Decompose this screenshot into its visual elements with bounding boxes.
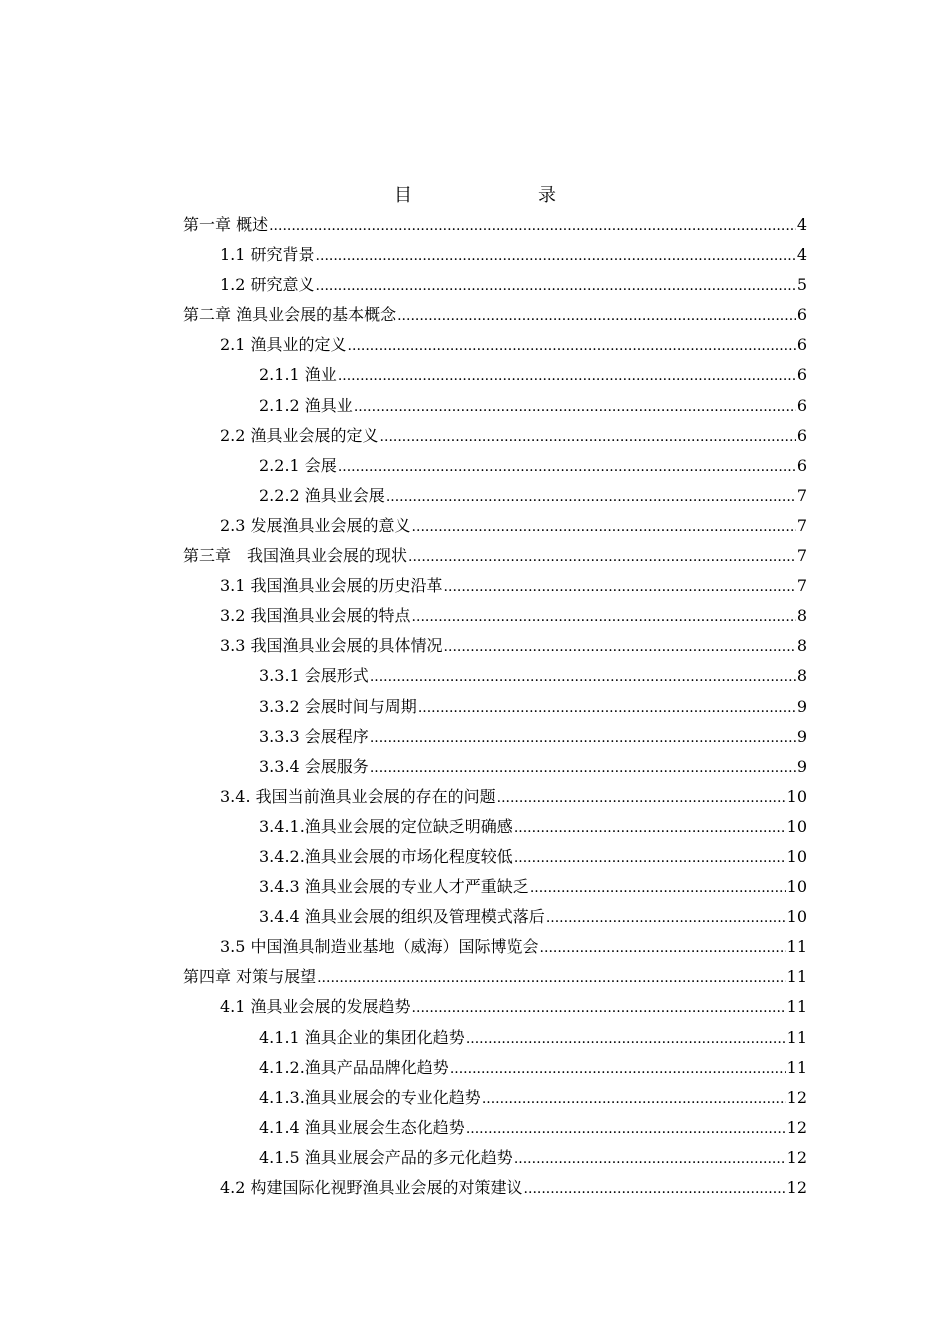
toc-dot-leader bbox=[316, 240, 796, 271]
toc-dot-leader bbox=[514, 842, 786, 873]
toc-page-number: 11 bbox=[786, 1027, 807, 1047]
toc-entry[interactable] bbox=[183, 842, 807, 872]
toc-title: 目 录 bbox=[394, 185, 586, 206]
toc-entry[interactable] bbox=[183, 1113, 807, 1143]
toc-entry[interactable] bbox=[183, 962, 807, 992]
toc-entry-text: 3.4.4 渔具业会展的组织及管理模式落后 bbox=[259, 907, 545, 927]
toc-page-number: 7 bbox=[796, 515, 807, 535]
toc-entry[interactable] bbox=[183, 240, 807, 270]
toc-page-number: 10 bbox=[786, 816, 807, 836]
toc-dot-leader bbox=[412, 601, 796, 632]
toc-dot-leader bbox=[386, 481, 796, 512]
toc-page-number: 4 bbox=[796, 245, 807, 265]
toc-page-number: 10 bbox=[786, 877, 807, 897]
toc-entry-text: 2.1.1 渔业 bbox=[259, 365, 337, 385]
toc-entry[interactable] bbox=[183, 391, 807, 421]
toc-dot-leader bbox=[370, 722, 796, 753]
toc-dot-leader bbox=[524, 1173, 786, 1204]
toc-entry-text: 4.1 渔具业会展的发展趋势 bbox=[220, 997, 411, 1017]
toc-entry[interactable] bbox=[183, 902, 807, 932]
toc-dot-leader bbox=[316, 270, 796, 301]
toc-page-number: 10 bbox=[786, 846, 807, 866]
toc-page-number: 6 bbox=[796, 365, 807, 385]
toc-entry-text: 第二章 渔具业会展的基本概念 bbox=[183, 305, 397, 325]
toc-dot-leader bbox=[540, 932, 786, 963]
toc-page-number: 8 bbox=[796, 606, 807, 626]
toc-entry[interactable] bbox=[183, 1023, 807, 1053]
toc-dot-leader bbox=[269, 210, 796, 241]
toc-page-number: 10 bbox=[786, 786, 807, 806]
toc-dot-leader bbox=[408, 541, 796, 572]
toc-dot-leader bbox=[370, 752, 796, 783]
toc-entry[interactable] bbox=[183, 872, 807, 902]
toc-entry-text: 3.3.2 会展时间与周期 bbox=[259, 696, 417, 716]
toc-entry-text: 2.2.2 渔具业会展 bbox=[259, 485, 385, 505]
toc-entry[interactable] bbox=[183, 932, 807, 962]
toc-page-number: 11 bbox=[786, 967, 807, 987]
toc-page-number: 7 bbox=[796, 546, 807, 566]
toc-page-number: 10 bbox=[786, 907, 807, 927]
toc-entry-text: 第四章 对策与展望 bbox=[183, 967, 317, 987]
toc-entry[interactable] bbox=[183, 270, 807, 300]
toc-dot-leader bbox=[370, 661, 796, 692]
toc-dot-leader bbox=[482, 1083, 786, 1114]
toc-entry-text: 4.1.5 渔具业展会产品的多元化趋势 bbox=[259, 1147, 513, 1167]
toc-dot-leader bbox=[530, 872, 786, 903]
toc-entry-text: 2.1.2 渔具业 bbox=[259, 395, 353, 415]
toc-entry[interactable] bbox=[183, 421, 807, 451]
toc-entry-text: 3.3.1 会展形式 bbox=[259, 666, 369, 686]
toc-dot-leader bbox=[466, 1023, 786, 1054]
toc-entry[interactable] bbox=[183, 360, 807, 390]
toc-entry[interactable] bbox=[183, 451, 807, 481]
toc-entry-text: 2.2.1 会展 bbox=[259, 455, 337, 475]
toc-page-number: 4 bbox=[796, 215, 807, 234]
toc-entry[interactable] bbox=[183, 752, 807, 782]
toc-entry[interactable] bbox=[183, 300, 807, 330]
toc-page-number: 9 bbox=[796, 756, 807, 776]
toc-page-number: 8 bbox=[796, 636, 807, 656]
toc-page-number: 11 bbox=[786, 997, 807, 1017]
toc-dot-leader bbox=[380, 421, 796, 452]
toc-entry[interactable] bbox=[183, 692, 807, 722]
toc-dot-leader bbox=[514, 812, 786, 843]
toc-page-number: 12 bbox=[786, 1147, 807, 1167]
toc-page-number: 7 bbox=[796, 485, 807, 505]
toc-entry[interactable] bbox=[183, 481, 807, 511]
toc-entry-text: 2.2 渔具业会展的定义 bbox=[220, 425, 379, 445]
toc-page-number: 11 bbox=[786, 1057, 807, 1077]
toc-entry-text: 3.3.4 会展服务 bbox=[259, 756, 369, 776]
toc-dot-leader bbox=[418, 692, 796, 723]
toc-entry-text: 3.4. 我国当前渔具业会展的存在的问题 bbox=[220, 786, 496, 806]
toc-entry[interactable] bbox=[183, 601, 807, 631]
toc-entry-text: 1.2 研究意义 bbox=[220, 275, 315, 295]
toc-entry-text: 4.1.4 渔具业展会生态化趋势 bbox=[259, 1117, 465, 1137]
toc-entry[interactable] bbox=[183, 1053, 807, 1083]
toc-entry[interactable] bbox=[183, 631, 807, 661]
toc-page-number: 6 bbox=[796, 395, 807, 415]
toc-entry[interactable] bbox=[183, 1173, 807, 1203]
toc-entry[interactable] bbox=[183, 210, 807, 240]
toc-page-number: 9 bbox=[796, 696, 807, 716]
toc-dot-leader bbox=[450, 1053, 786, 1084]
toc-page-number: 6 bbox=[796, 335, 807, 355]
toc-page-number: 12 bbox=[786, 1178, 807, 1197]
toc-page-number: 7 bbox=[796, 576, 807, 596]
toc-entry[interactable] bbox=[183, 330, 807, 360]
toc-entry-text: 第一章 概述 bbox=[183, 215, 269, 234]
toc-dot-leader bbox=[444, 631, 796, 662]
toc-page-number: 6 bbox=[796, 305, 807, 325]
toc-entry[interactable] bbox=[183, 571, 807, 601]
toc-dot-leader bbox=[412, 992, 786, 1023]
toc-entry-text: 4.1.2.渔具产品品牌化趋势 bbox=[259, 1057, 449, 1077]
toc-page-number: 8 bbox=[796, 666, 807, 686]
toc-dot-leader bbox=[546, 902, 786, 933]
toc-dot-leader bbox=[338, 360, 796, 391]
toc-dot-leader bbox=[317, 962, 786, 993]
toc-dot-leader bbox=[514, 1143, 786, 1174]
toc-dot-leader bbox=[397, 300, 796, 331]
toc-entry-text: 3.1 我国渔具业会展的历史沿革 bbox=[220, 576, 443, 596]
toc-entry-text: 3.4.1.渔具业会展的定位缺乏明确感 bbox=[259, 816, 513, 836]
toc-page-number: 5 bbox=[796, 275, 807, 295]
toc-entry[interactable] bbox=[183, 782, 807, 812]
toc-dot-leader bbox=[466, 1113, 786, 1144]
toc-entry[interactable] bbox=[183, 812, 807, 842]
toc-page-number: 6 bbox=[796, 455, 807, 475]
table-of-contents bbox=[183, 210, 807, 1203]
toc-entry[interactable] bbox=[183, 541, 807, 571]
toc-entry[interactable] bbox=[183, 992, 807, 1022]
toc-entry-text: 3.4.2.渔具业会展的市场化程度较低 bbox=[259, 846, 513, 866]
toc-entry-text: 3.3.3 会展程序 bbox=[259, 726, 369, 746]
toc-entry-text: 3.2 我国渔具业会展的特点 bbox=[220, 606, 411, 626]
toc-entry-text: 4.1.3.渔具业展会的专业化趋势 bbox=[259, 1087, 481, 1107]
toc-entry[interactable] bbox=[183, 511, 807, 541]
toc-page-number: 12 bbox=[786, 1117, 807, 1137]
toc-entry[interactable] bbox=[183, 722, 807, 752]
toc-dot-leader bbox=[444, 571, 796, 602]
toc-page-number: 6 bbox=[796, 425, 807, 445]
toc-entry-text: 3.3 我国渔具业会展的具体情况 bbox=[220, 636, 443, 656]
toc-dot-leader bbox=[412, 511, 796, 542]
toc-entry-text: 4.1.1 渔具企业的集团化趋势 bbox=[259, 1027, 465, 1047]
toc-entry-text: 2.1 渔具业的定义 bbox=[220, 335, 347, 355]
toc-entry-text: 第三章 我国渔具业会展的现状 bbox=[183, 546, 408, 566]
toc-entry[interactable] bbox=[183, 1143, 807, 1173]
toc-entry-text: 4.2 构建国际化视野渔具业会展的对策建议 bbox=[220, 1178, 523, 1197]
toc-dot-leader bbox=[497, 782, 786, 813]
toc-dot-leader bbox=[348, 330, 796, 361]
toc-page-number: 12 bbox=[786, 1087, 807, 1107]
toc-entry[interactable] bbox=[183, 1083, 807, 1113]
toc-entry-text: 3.5 中国渔具制造业基地（威海）国际博览会 bbox=[220, 937, 539, 957]
toc-page-number: 11 bbox=[786, 937, 807, 957]
toc-entry-text: 2.3 发展渔具业会展的意义 bbox=[220, 515, 411, 535]
toc-entry-text: 1.1 研究背景 bbox=[220, 245, 315, 265]
toc-page-number: 9 bbox=[796, 726, 807, 746]
toc-dot-leader bbox=[338, 451, 796, 482]
toc-dot-leader bbox=[354, 391, 796, 422]
toc-entry-text: 3.4.3 渔具业会展的专业人才严重缺乏 bbox=[259, 877, 529, 897]
toc-entry[interactable] bbox=[183, 661, 807, 691]
